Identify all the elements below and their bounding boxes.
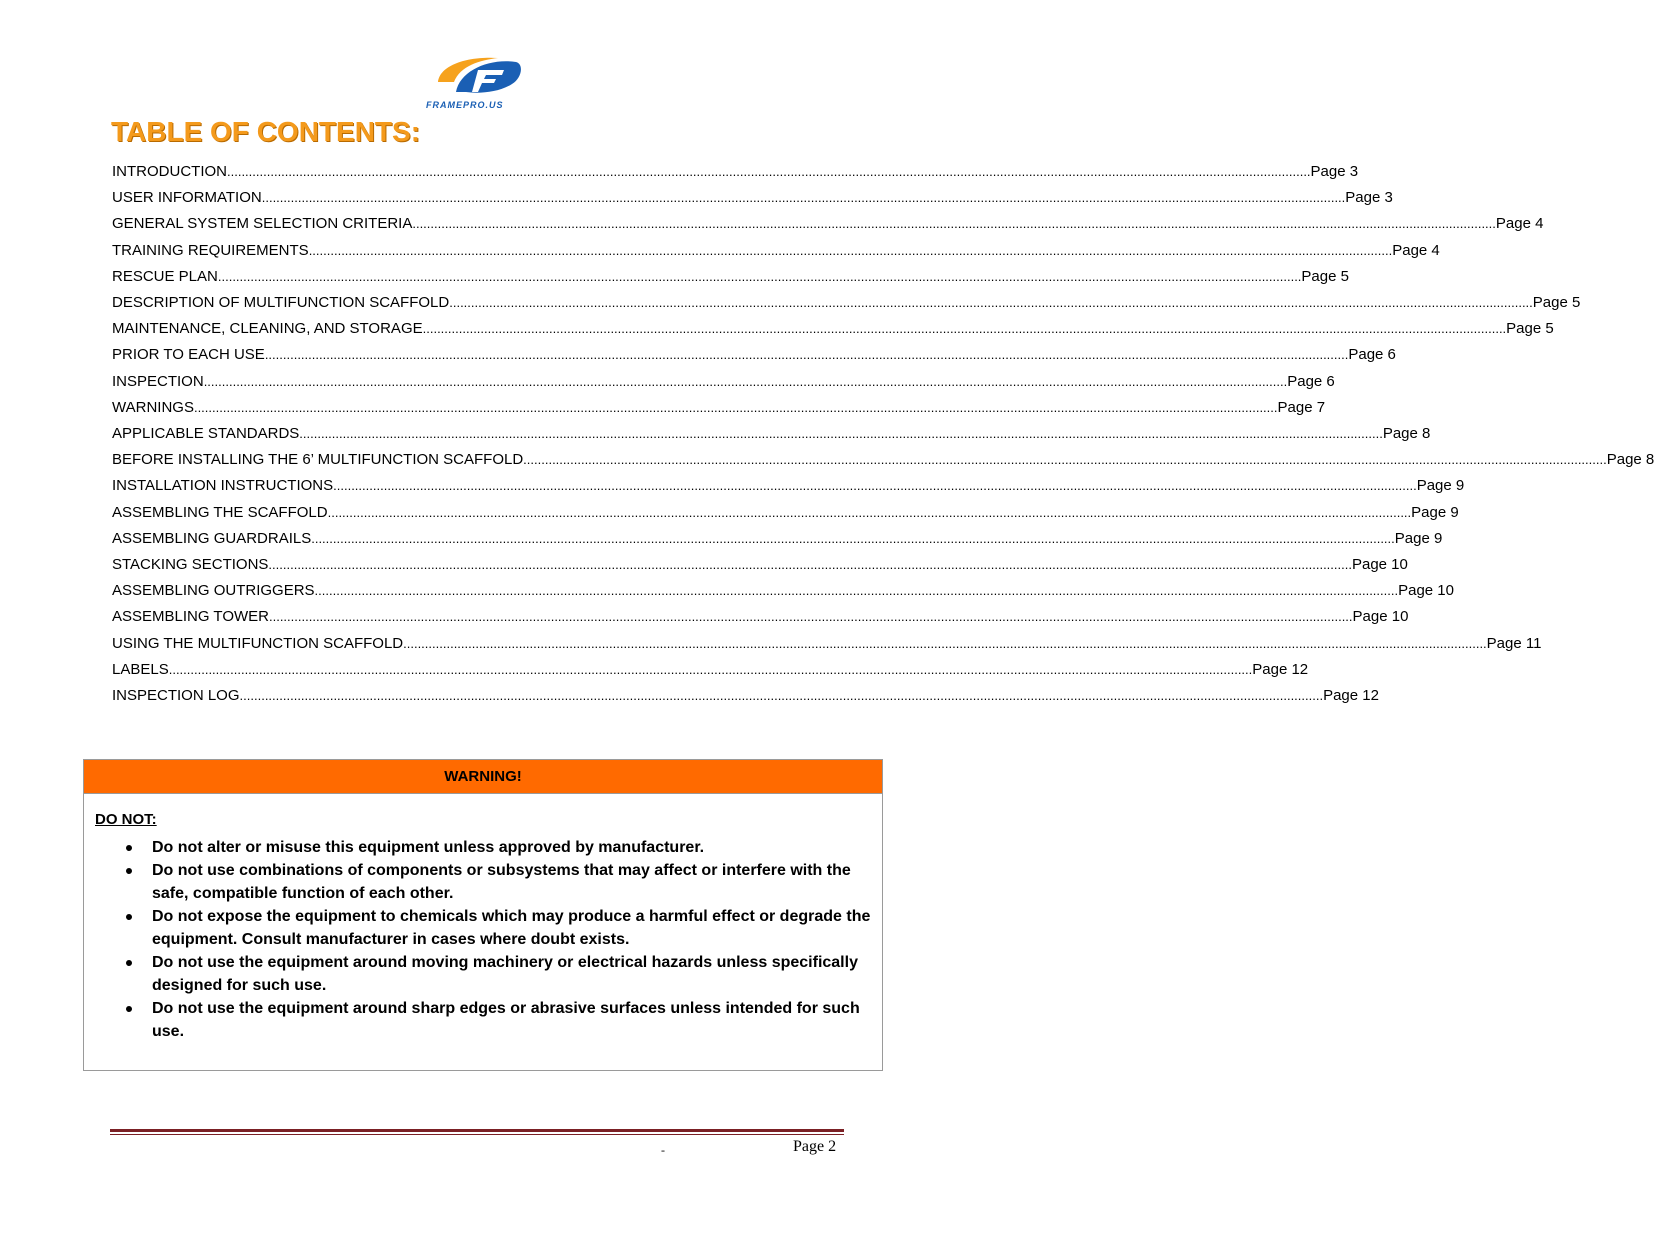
toc-entry-label: INTRODUCTION — [112, 163, 227, 180]
toc-entry[interactable] — [112, 660, 1309, 683]
toc-entry-label: TRAINING REQUIREMENTS — [112, 241, 309, 259]
toc-leader-dots: ............................................................................................................................................................................................................................................................................................................ — [449, 295, 1533, 310]
toc-entry[interactable] — [112, 556, 1408, 578]
toc-entry-page: Page 8 — [1606, 451, 1654, 469]
toc-entry-page: Page 11 — [1486, 634, 1542, 652]
toc-entry-page: Page 4 — [1495, 215, 1544, 233]
toc-entry[interactable] — [112, 529, 1443, 552]
toc-entry-label: INSTALLATION INSTRUCTIONS — [112, 477, 334, 495]
toc-entry-label: INSPECTION — [112, 372, 204, 390]
toc-title: TABLE OF CONTENTS: — [111, 116, 421, 147]
toc-entry-page: Page 5 — [1532, 294, 1581, 311]
toc-entry[interactable] — [112, 582, 1454, 604]
toc-leader-dots: ............................................................................................................................................................................................................................................................................................................ — [193, 399, 1278, 415]
toc-entry-page: Page 12 — [1323, 687, 1379, 704]
toc-entry-page: Page 9 — [1394, 529, 1443, 547]
toc-entry-page: Page 9 — [1416, 477, 1465, 495]
warning-item — [124, 951, 874, 997]
toc-entry-label: RESCUE PLAN — [112, 267, 218, 285]
bullet-icon — [126, 914, 132, 920]
warning-item — [124, 905, 874, 951]
warning-item — [124, 997, 874, 1043]
framepro-logo — [420, 52, 540, 114]
toc-leader-dots: ............................................................................................................................................................................................................................................................................................................ — [261, 190, 1346, 206]
toc-entry[interactable] — [112, 451, 1654, 473]
toc-entry[interactable] — [112, 398, 1326, 421]
toc-leader-dots: ............................................................................................................................................................................................................................................................................................................ — [311, 530, 1395, 546]
toc-entry-label: STACKING SECTIONS — [112, 556, 269, 573]
bullet-icon — [126, 1006, 132, 1012]
toc-entry-label: DESCRIPTION OF MULTIFUNCTION SCAFFOLD — [112, 294, 450, 311]
toc-entry-label: USER INFORMATION — [112, 189, 262, 207]
toc-leader-dots: ............................................................................................................................................................................................................................................................................................................ — [299, 426, 1383, 441]
warning-list — [124, 836, 874, 1043]
toc-entry[interactable] — [112, 372, 1335, 395]
do-not-label: DO NOT: — [95, 811, 157, 828]
warning-item — [124, 836, 874, 859]
toc-entry-page: Page 4 — [1392, 241, 1440, 259]
toc-entry[interactable] — [112, 346, 1396, 368]
toc-entry-label: ASSEMBLING GUARDRAILS — [112, 529, 312, 547]
toc-entry[interactable] — [112, 267, 1349, 290]
toc-entry[interactable] — [112, 687, 1379, 709]
toc-leader-dots: ............................................................................................................................................................................................................................................................................................................ — [239, 688, 1324, 703]
warning-header: WARNING! — [84, 760, 882, 794]
logo-text: FRAMEPRO.US — [426, 100, 504, 110]
toc-leader-dots: ............................................................................................................................................................................................................................................................................................................ — [264, 347, 1349, 363]
toc-entry[interactable] — [112, 294, 1581, 316]
toc-entry-page: Page 3 — [1310, 163, 1359, 180]
toc-leader-dots: ............................................................................................................................................................................................................................................................................................................ — [268, 609, 1353, 625]
toc-entry[interactable] — [112, 425, 1431, 447]
toc-entry-label: ASSEMBLING OUTRIGGERS — [112, 582, 315, 600]
toc-entry[interactable] — [112, 634, 1542, 657]
footer-dash: - — [661, 1143, 665, 1157]
toc-entry-label: ASSEMBLING THE SCAFFOLD — [112, 503, 328, 521]
toc-entry[interactable] — [112, 189, 1393, 211]
toc-entry[interactable] — [112, 477, 1465, 499]
bullet-icon — [126, 868, 132, 874]
warning-item — [124, 859, 874, 905]
toc-entry-page: Page 6 — [1348, 346, 1396, 364]
toc-leader-dots: ............................................................................................................................................................................................................................................................................................................ — [412, 216, 1496, 232]
toc-entry[interactable] — [112, 503, 1459, 526]
footer-rule-thick — [110, 1129, 844, 1132]
toc-leader-dots: ............................................................................................................................................................................................................................................................................................................ — [227, 164, 1311, 179]
toc-entry[interactable] — [112, 215, 1544, 237]
toc-entry-label: ASSEMBLING TOWER — [112, 608, 269, 626]
toc-entry-page: Page 8 — [1382, 425, 1431, 442]
toc-leader-dots: ............................................................................................................................................................................................................................................................................................................ — [327, 504, 1412, 520]
toc-entry-page: Page 5 — [1506, 320, 1554, 338]
toc-entry-page: Page 12 — [1252, 660, 1309, 678]
toc-leader-dots: ............................................................................................................................................................................................................................................................................................................ — [422, 321, 1507, 337]
toc-leader-dots: ............................................................................................................................................................................................................................................................................................................ — [403, 635, 1487, 651]
toc-entry-label: BEFORE INSTALLING THE 6’ MULTIFUNCTION SCAFFOLD — [112, 451, 524, 469]
warning-box — [83, 759, 883, 1071]
toc-leader-dots: ............................................................................................................................................................................................................................................................................................................ — [203, 373, 1288, 389]
toc-entry-page: Page 5 — [1301, 267, 1349, 285]
toc-entry-label: MAINTENANCE, CLEANING, AND STORAGE — [112, 320, 423, 338]
bullet-icon — [126, 845, 132, 851]
warning-item-text: Do not alter or misuse this equipment unless approved by manufacturer. — [152, 839, 705, 856]
toc-entry-page: Page 6 — [1287, 372, 1335, 390]
toc-entry[interactable] — [112, 163, 1359, 185]
toc-entry-label: APPLICABLE STANDARDS — [112, 425, 300, 442]
toc-entry-label: USING THE MULTIFUNCTION SCAFFOLD — [112, 634, 404, 652]
bullet-icon — [126, 960, 132, 966]
toc-entry-label: LABELS — [112, 660, 169, 678]
toc-leader-dots: ............................................................................................................................................................................................................................................................................................................ — [217, 268, 1302, 284]
toc-leader-dots: ............................................................................................................................................................................................................................................................................................................ — [308, 242, 1393, 258]
toc-entry[interactable] — [112, 320, 1554, 342]
toc-entry-label: PRIOR TO EACH USE — [112, 346, 265, 364]
toc-entry[interactable] — [112, 241, 1440, 264]
footer-rule-thin — [110, 1134, 844, 1135]
toc-leader-dots: ............................................................................................................................................................................................................................................................................................................ — [523, 452, 1607, 468]
toc-entry-label: GENERAL SYSTEM SELECTION CRITERIA — [112, 215, 413, 233]
toc-entry-page: Page 10 — [1351, 556, 1408, 573]
toc-entry-page: Page 3 — [1345, 189, 1393, 207]
warning-item-text: Do not use the equipment around moving machinery or electrical hazards unless specifically designed for such use. — [152, 954, 858, 994]
toc-entry-label: WARNINGS — [112, 398, 194, 416]
toc-entry[interactable] — [112, 608, 1409, 630]
toc-leader-dots: ............................................................................................................................................................................................................................................................................................................ — [314, 583, 1399, 599]
toc-leader-dots: ............................................................................................................................................................................................................................................................................................................ — [168, 661, 1253, 677]
toc-entry-page: Page 10 — [1398, 582, 1454, 600]
warning-item-text: Do not expose the equipment to chemicals which may produce a harmful effect or degrade the equipment. Consult manufacturer in cases where doubt exists. — [152, 908, 871, 948]
footer-page-number: Page 2 — [793, 1138, 837, 1155]
toc-entry-label: INSPECTION LOG — [112, 687, 240, 704]
toc-leader-dots: ............................................................................................................................................................................................................................................................................................................ — [268, 557, 1352, 572]
toc-entry-page: Page 10 — [1352, 608, 1409, 626]
framepro-logo-icon — [420, 52, 530, 100]
toc-leader-dots: ............................................................................................................................................................................................................................................................................................................ — [333, 478, 1417, 494]
warning-item-text: Do not use combinations of components or subsystems that may affect or interfere with the safe, compatible function of each other. — [152, 862, 851, 902]
warning-item-text: Do not use the equipment around sharp edges or abrasive surfaces unless intended for such use. — [152, 1000, 860, 1040]
toc-entry-page: Page 7 — [1277, 398, 1326, 416]
toc-entry-page: Page 9 — [1411, 503, 1459, 521]
